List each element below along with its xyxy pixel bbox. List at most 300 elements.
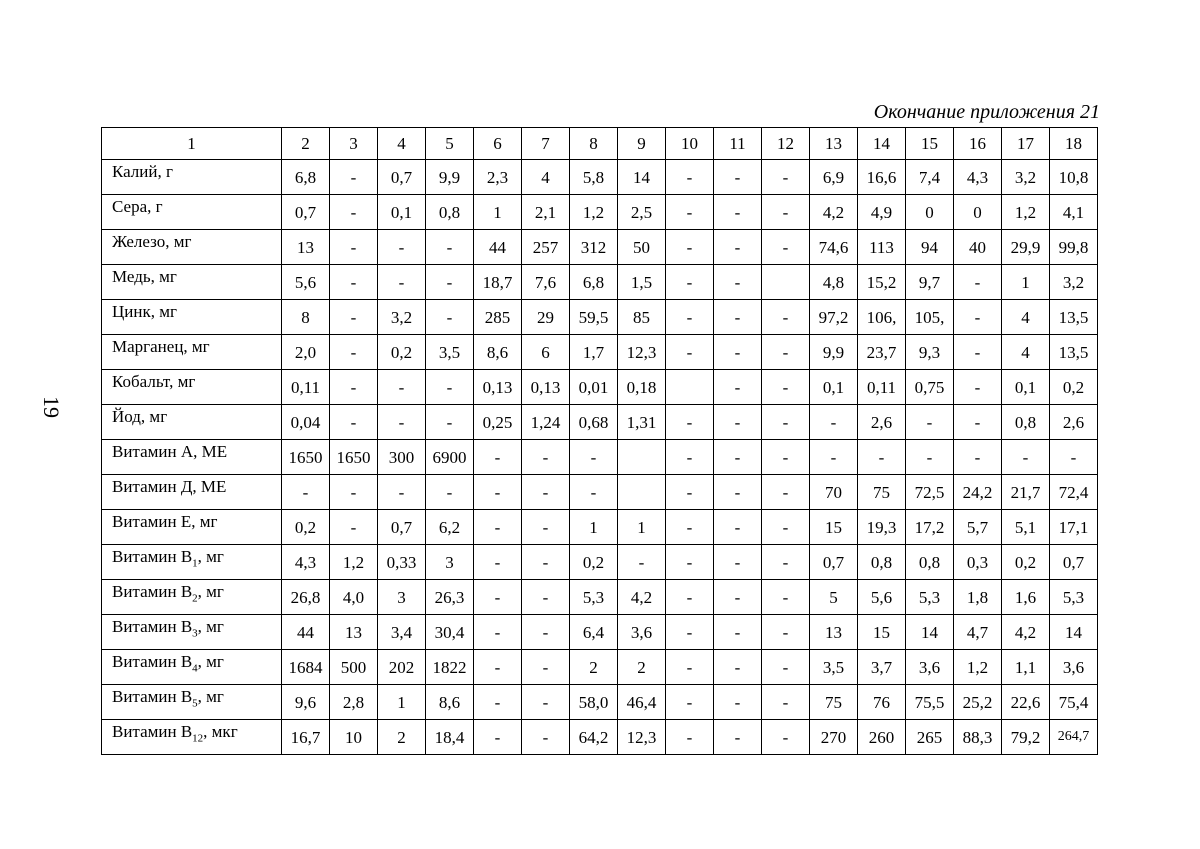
row-label-text: Витамин В (112, 617, 193, 636)
table-cell: 106, (858, 300, 906, 335)
table-row (102, 160, 1098, 195)
table-cell: - (330, 370, 378, 405)
table-cell: 97,2 (810, 300, 858, 335)
table-cell: 2,6 (858, 405, 906, 440)
table-cell: 0,8 (858, 545, 906, 580)
table-cell: 0,1 (378, 195, 426, 230)
row-label-text: Витамин В (112, 547, 193, 566)
table-cell: - (666, 650, 714, 685)
table-cell: 3,6 (906, 650, 954, 685)
table-cell: - (906, 405, 954, 440)
table-cell: - (762, 615, 810, 650)
table-cell: 10,8 (1050, 160, 1098, 195)
table-cell: 1650 (330, 440, 378, 475)
table-cell: 3,7 (858, 650, 906, 685)
table-cell (618, 475, 666, 510)
table-cell: 0,7 (378, 160, 426, 195)
table-caption: Окончание приложения 21 (873, 101, 1100, 123)
table-cell: 99,8 (1050, 230, 1098, 265)
row-label (102, 650, 282, 685)
table-cell: 21,7 (1002, 475, 1050, 510)
table-cell: - (954, 405, 1002, 440)
table-cell: - (522, 650, 570, 685)
table-cell (762, 265, 810, 300)
table-cell: 0,7 (378, 510, 426, 545)
column-header: 6 (474, 128, 522, 160)
table-cell: 75 (858, 475, 906, 510)
table-cell: - (330, 160, 378, 195)
table-cell: - (714, 475, 762, 510)
table-cell: - (714, 405, 762, 440)
table-cell: 13 (282, 230, 330, 265)
row-label-text: Витамин В (112, 582, 193, 601)
table-cell: 0,3 (954, 545, 1002, 580)
table-cell: 0,2 (378, 335, 426, 370)
table-cell: - (714, 195, 762, 230)
table-cell: 75 (810, 685, 858, 720)
table-cell: 1 (570, 510, 618, 545)
row-label-text: Йод, мг (112, 407, 168, 426)
table-cell: 1650 (282, 440, 330, 475)
table-cell: - (522, 685, 570, 720)
table-cell: - (954, 300, 1002, 335)
table-cell: 2,5 (618, 195, 666, 230)
table-cell: 3,5 (810, 650, 858, 685)
table-cell: 12,3 (618, 720, 666, 755)
table-cell: - (666, 545, 714, 580)
table-cell: 2,6 (1050, 405, 1098, 440)
column-header: 2 (282, 128, 330, 160)
table-cell: - (714, 230, 762, 265)
table-cell: - (954, 335, 1002, 370)
table-cell: - (330, 510, 378, 545)
table-cell: 500 (330, 650, 378, 685)
row-label-subscript: 1 (192, 557, 198, 570)
row-label-unit: , мг (197, 617, 224, 636)
table-cell: 13 (810, 615, 858, 650)
table-cell: 4 (1002, 300, 1050, 335)
row-label-text: Сера, г (112, 197, 163, 216)
table-cell: 5,6 (858, 580, 906, 615)
row-label (102, 580, 282, 615)
table-cell: 1,7 (570, 335, 618, 370)
table-cell: 46,4 (618, 685, 666, 720)
table-cell: - (474, 510, 522, 545)
table-cell: 0,7 (282, 195, 330, 230)
table-cell: 113 (858, 230, 906, 265)
table-cell: 6,2 (426, 510, 474, 545)
table-cell: 8,6 (474, 335, 522, 370)
row-label (102, 195, 282, 230)
table-cell: 23,7 (858, 335, 906, 370)
table-cell: 5,3 (906, 580, 954, 615)
table-cell: 3 (378, 580, 426, 615)
table-cell: - (762, 195, 810, 230)
table-cell: 79,2 (1002, 720, 1050, 755)
table-cell: - (810, 440, 858, 475)
table-row (102, 475, 1098, 510)
row-label-text: Медь, мг (112, 267, 177, 286)
table-cell: 0,68 (570, 405, 618, 440)
table-cell: 8,6 (426, 685, 474, 720)
table-cell: 1,5 (618, 265, 666, 300)
table-cell: - (522, 615, 570, 650)
table-cell: 26,3 (426, 580, 474, 615)
table-cell: 3 (426, 545, 474, 580)
table-cell: 6900 (426, 440, 474, 475)
table-cell: 1 (378, 685, 426, 720)
table-cell: 25,2 (954, 685, 1002, 720)
table-cell: - (762, 300, 810, 335)
row-label-text: Марганец, мг (112, 337, 210, 356)
row-label (102, 720, 282, 755)
table-cell: 4,0 (330, 580, 378, 615)
row-label (102, 615, 282, 650)
table-cell: - (522, 475, 570, 510)
table-cell: 0,01 (570, 370, 618, 405)
row-label (102, 230, 282, 265)
column-header: 8 (570, 128, 618, 160)
table-cell: 16,6 (858, 160, 906, 195)
row-label-unit: , мг (197, 652, 224, 671)
table-cell: 0,11 (858, 370, 906, 405)
table-cell: 1 (474, 195, 522, 230)
table-cell: 14 (1050, 615, 1098, 650)
table-cell: 3,2 (1050, 265, 1098, 300)
table-row (102, 195, 1098, 230)
table-cell: - (714, 615, 762, 650)
row-label-text: Кобальт, мг (112, 372, 196, 391)
table-cell: 4,7 (954, 615, 1002, 650)
table-cell: 0 (954, 195, 1002, 230)
table-cell: 202 (378, 650, 426, 685)
table-cell: - (522, 545, 570, 580)
table-cell: 0,18 (618, 370, 666, 405)
table-cell: 24,2 (954, 475, 1002, 510)
row-label-subscript: 12 (192, 732, 204, 745)
table-cell: - (426, 405, 474, 440)
table-cell: - (762, 230, 810, 265)
table-cell: 7,4 (906, 160, 954, 195)
table-cell: 14 (906, 615, 954, 650)
row-label-text: Железо, мг (112, 232, 192, 251)
table-cell: - (330, 195, 378, 230)
table-cell: - (666, 230, 714, 265)
table-cell: - (474, 650, 522, 685)
column-header: 11 (714, 128, 762, 160)
table-cell: 1,2 (954, 650, 1002, 685)
table-cell: 7,6 (522, 265, 570, 300)
table-cell: 0,8 (1002, 405, 1050, 440)
table-cell: 72,4 (1050, 475, 1098, 510)
row-label (102, 475, 282, 510)
table-cell: - (666, 300, 714, 335)
table-cell: 18,4 (426, 720, 474, 755)
table-cell: - (666, 160, 714, 195)
column-header: 14 (858, 128, 906, 160)
table-cell: - (330, 300, 378, 335)
table-cell: 1,1 (1002, 650, 1050, 685)
table-cell: 44 (282, 615, 330, 650)
row-label (102, 160, 282, 195)
table-row (102, 615, 1098, 650)
table-cell: 75,5 (906, 685, 954, 720)
table-cell: - (762, 440, 810, 475)
table-cell: - (762, 685, 810, 720)
row-label-subscript: 2 (192, 592, 198, 605)
page-number: 19 (39, 396, 64, 418)
table-cell: - (762, 370, 810, 405)
table-cell: - (714, 510, 762, 545)
table-cell: - (426, 230, 474, 265)
table-cell: - (666, 440, 714, 475)
table-cell: 13,5 (1050, 335, 1098, 370)
column-header: 7 (522, 128, 570, 160)
table-cell: 8 (282, 300, 330, 335)
table-cell: - (714, 545, 762, 580)
table-row (102, 405, 1098, 440)
column-header: 12 (762, 128, 810, 160)
row-label-text: Витамин Д, МЕ (112, 477, 227, 496)
table-cell: - (762, 335, 810, 370)
row-label (102, 405, 282, 440)
table-cell: 59,5 (570, 300, 618, 335)
table-cell: - (474, 685, 522, 720)
table-cell: 9,6 (282, 685, 330, 720)
table-cell: 2,3 (474, 160, 522, 195)
table-cell: 1,2 (330, 545, 378, 580)
table-cell: - (666, 265, 714, 300)
row-label-subscript: 4 (192, 662, 198, 675)
column-header: 1 (102, 128, 282, 160)
table-cell: 2,1 (522, 195, 570, 230)
table-cell: - (330, 230, 378, 265)
column-header: 10 (666, 128, 714, 160)
table-cell: 257 (522, 230, 570, 265)
table-cell: 4,1 (1050, 195, 1098, 230)
table-cell: 5 (810, 580, 858, 615)
table-row (102, 510, 1098, 545)
row-label-unit: , мг (197, 547, 224, 566)
table-row (102, 720, 1098, 755)
table-cell: 0,8 (906, 545, 954, 580)
table-cell: 9,9 (426, 160, 474, 195)
table-cell: - (522, 720, 570, 755)
table-cell: 2 (378, 720, 426, 755)
table-cell: 3,4 (378, 615, 426, 650)
table-cell: - (666, 405, 714, 440)
table-cell: 1,2 (570, 195, 618, 230)
table-cell: 5,3 (570, 580, 618, 615)
table-cell: - (474, 545, 522, 580)
column-header: 5 (426, 128, 474, 160)
table-cell: 5,8 (570, 160, 618, 195)
table-cell: 1,24 (522, 405, 570, 440)
row-label-subscript: 3 (192, 627, 198, 640)
table-cell: 5,7 (954, 510, 1002, 545)
table-cell: - (330, 265, 378, 300)
table-cell: 19,3 (858, 510, 906, 545)
table-cell: 75,4 (1050, 685, 1098, 720)
table-cell: 3,6 (618, 615, 666, 650)
column-header: 16 (954, 128, 1002, 160)
table-cell: 260 (858, 720, 906, 755)
row-label (102, 265, 282, 300)
row-label (102, 545, 282, 580)
table-cell: - (762, 160, 810, 195)
table-cell: 5,6 (282, 265, 330, 300)
table-cell: 13 (330, 615, 378, 650)
table-cell: 5,1 (1002, 510, 1050, 545)
table-cell: 2,8 (330, 685, 378, 720)
table-cell: - (714, 370, 762, 405)
table-cell (618, 440, 666, 475)
table-cell: 312 (570, 230, 618, 265)
table-cell: 40 (954, 230, 1002, 265)
table-cell: 76 (858, 685, 906, 720)
table-cell: 16,7 (282, 720, 330, 755)
table-cell: - (426, 370, 474, 405)
row-label-text: Витамин А, МЕ (112, 442, 228, 461)
table-cell: - (810, 405, 858, 440)
table-cell: - (378, 230, 426, 265)
table-cell: 2 (618, 650, 666, 685)
table-cell: - (378, 370, 426, 405)
table-cell: - (522, 580, 570, 615)
table-cell: - (762, 475, 810, 510)
table-cell: - (666, 510, 714, 545)
table-cell: - (714, 160, 762, 195)
table-cell: 3,2 (1002, 160, 1050, 195)
table-cell: - (330, 475, 378, 510)
row-label-text: Цинк, мг (112, 302, 177, 321)
table-cell: 58,0 (570, 685, 618, 720)
table-cell: - (714, 650, 762, 685)
table-cell: - (666, 685, 714, 720)
table-cell: - (570, 475, 618, 510)
table-cell: - (666, 720, 714, 755)
table-cell: 285 (474, 300, 522, 335)
table-cell: 4 (1002, 335, 1050, 370)
table-cell: - (474, 580, 522, 615)
table-cell: 29,9 (1002, 230, 1050, 265)
table-cell: 74,6 (810, 230, 858, 265)
column-header: 9 (618, 128, 666, 160)
table-cell: 50 (618, 230, 666, 265)
table-cell: 0,33 (378, 545, 426, 580)
table-header-row (102, 128, 1098, 160)
table-cell: - (474, 475, 522, 510)
table-cell: 1,6 (1002, 580, 1050, 615)
table-cell: 1,31 (618, 405, 666, 440)
table-cell: 15 (810, 510, 858, 545)
row-label-text: Калий, г (112, 162, 173, 181)
table-cell: 0 (906, 195, 954, 230)
table-cell: 6,9 (810, 160, 858, 195)
table-cell: 4,2 (810, 195, 858, 230)
table-cell: - (906, 440, 954, 475)
row-label (102, 685, 282, 720)
table-cell: 0,2 (1050, 370, 1098, 405)
table-cell: 13,5 (1050, 300, 1098, 335)
table-cell: - (762, 545, 810, 580)
table-cell: 17,1 (1050, 510, 1098, 545)
table-cell: - (426, 265, 474, 300)
table-cell: 0,7 (1050, 545, 1098, 580)
table-cell: 15 (858, 615, 906, 650)
table-cell: - (714, 300, 762, 335)
table-cell: 0,13 (522, 370, 570, 405)
table-cell: 0,11 (282, 370, 330, 405)
table-cell: 4,8 (810, 265, 858, 300)
table-cell: 6,8 (570, 265, 618, 300)
table-cell: 85 (618, 300, 666, 335)
table-cell: 0,1 (1002, 370, 1050, 405)
table-cell: - (762, 510, 810, 545)
row-label-unit: , мкг (203, 722, 238, 741)
table-cell: - (474, 720, 522, 755)
table-cell: 0,25 (474, 405, 522, 440)
table-cell: 0,8 (426, 195, 474, 230)
table-cell: - (714, 440, 762, 475)
table-cell: 22,6 (1002, 685, 1050, 720)
table-cell: 1,2 (1002, 195, 1050, 230)
table-cell: 14 (618, 160, 666, 195)
table-cell: - (762, 720, 810, 755)
table-cell: 3,2 (378, 300, 426, 335)
table-cell: - (330, 335, 378, 370)
table-cell: 29 (522, 300, 570, 335)
table-cell: - (618, 545, 666, 580)
table-cell: 270 (810, 720, 858, 755)
table-cell: 6 (522, 335, 570, 370)
table-cell: - (666, 580, 714, 615)
table-cell: 0,2 (570, 545, 618, 580)
table-cell: 105, (906, 300, 954, 335)
table-cell: - (378, 265, 426, 300)
table-cell: 9,3 (906, 335, 954, 370)
table-cell: 72,5 (906, 475, 954, 510)
table-cell: 10 (330, 720, 378, 755)
row-label (102, 440, 282, 475)
table-cell: - (426, 475, 474, 510)
table-cell: - (714, 265, 762, 300)
row-label-unit: , мг (197, 582, 224, 601)
table-cell: - (570, 440, 618, 475)
table-cell: 0,1 (810, 370, 858, 405)
row-label (102, 300, 282, 335)
table-cell: 15,2 (858, 265, 906, 300)
table-row (102, 300, 1098, 335)
table-cell: 9,9 (810, 335, 858, 370)
table-cell: 1684 (282, 650, 330, 685)
data-table (101, 127, 1098, 755)
table-cell: 26,8 (282, 580, 330, 615)
row-label (102, 370, 282, 405)
table-cell: 265 (906, 720, 954, 755)
table-cell: 70 (810, 475, 858, 510)
table-cell: 0,7 (810, 545, 858, 580)
table-cell: 4,2 (618, 580, 666, 615)
table-cell: 3,5 (426, 335, 474, 370)
table-row (102, 265, 1098, 300)
table-cell: - (714, 580, 762, 615)
table-cell: - (282, 475, 330, 510)
table-cell: 264,7 (1050, 720, 1098, 755)
table-row (102, 370, 1098, 405)
table-cell: 44 (474, 230, 522, 265)
row-label-text: Витамин Е, мг (112, 512, 218, 531)
